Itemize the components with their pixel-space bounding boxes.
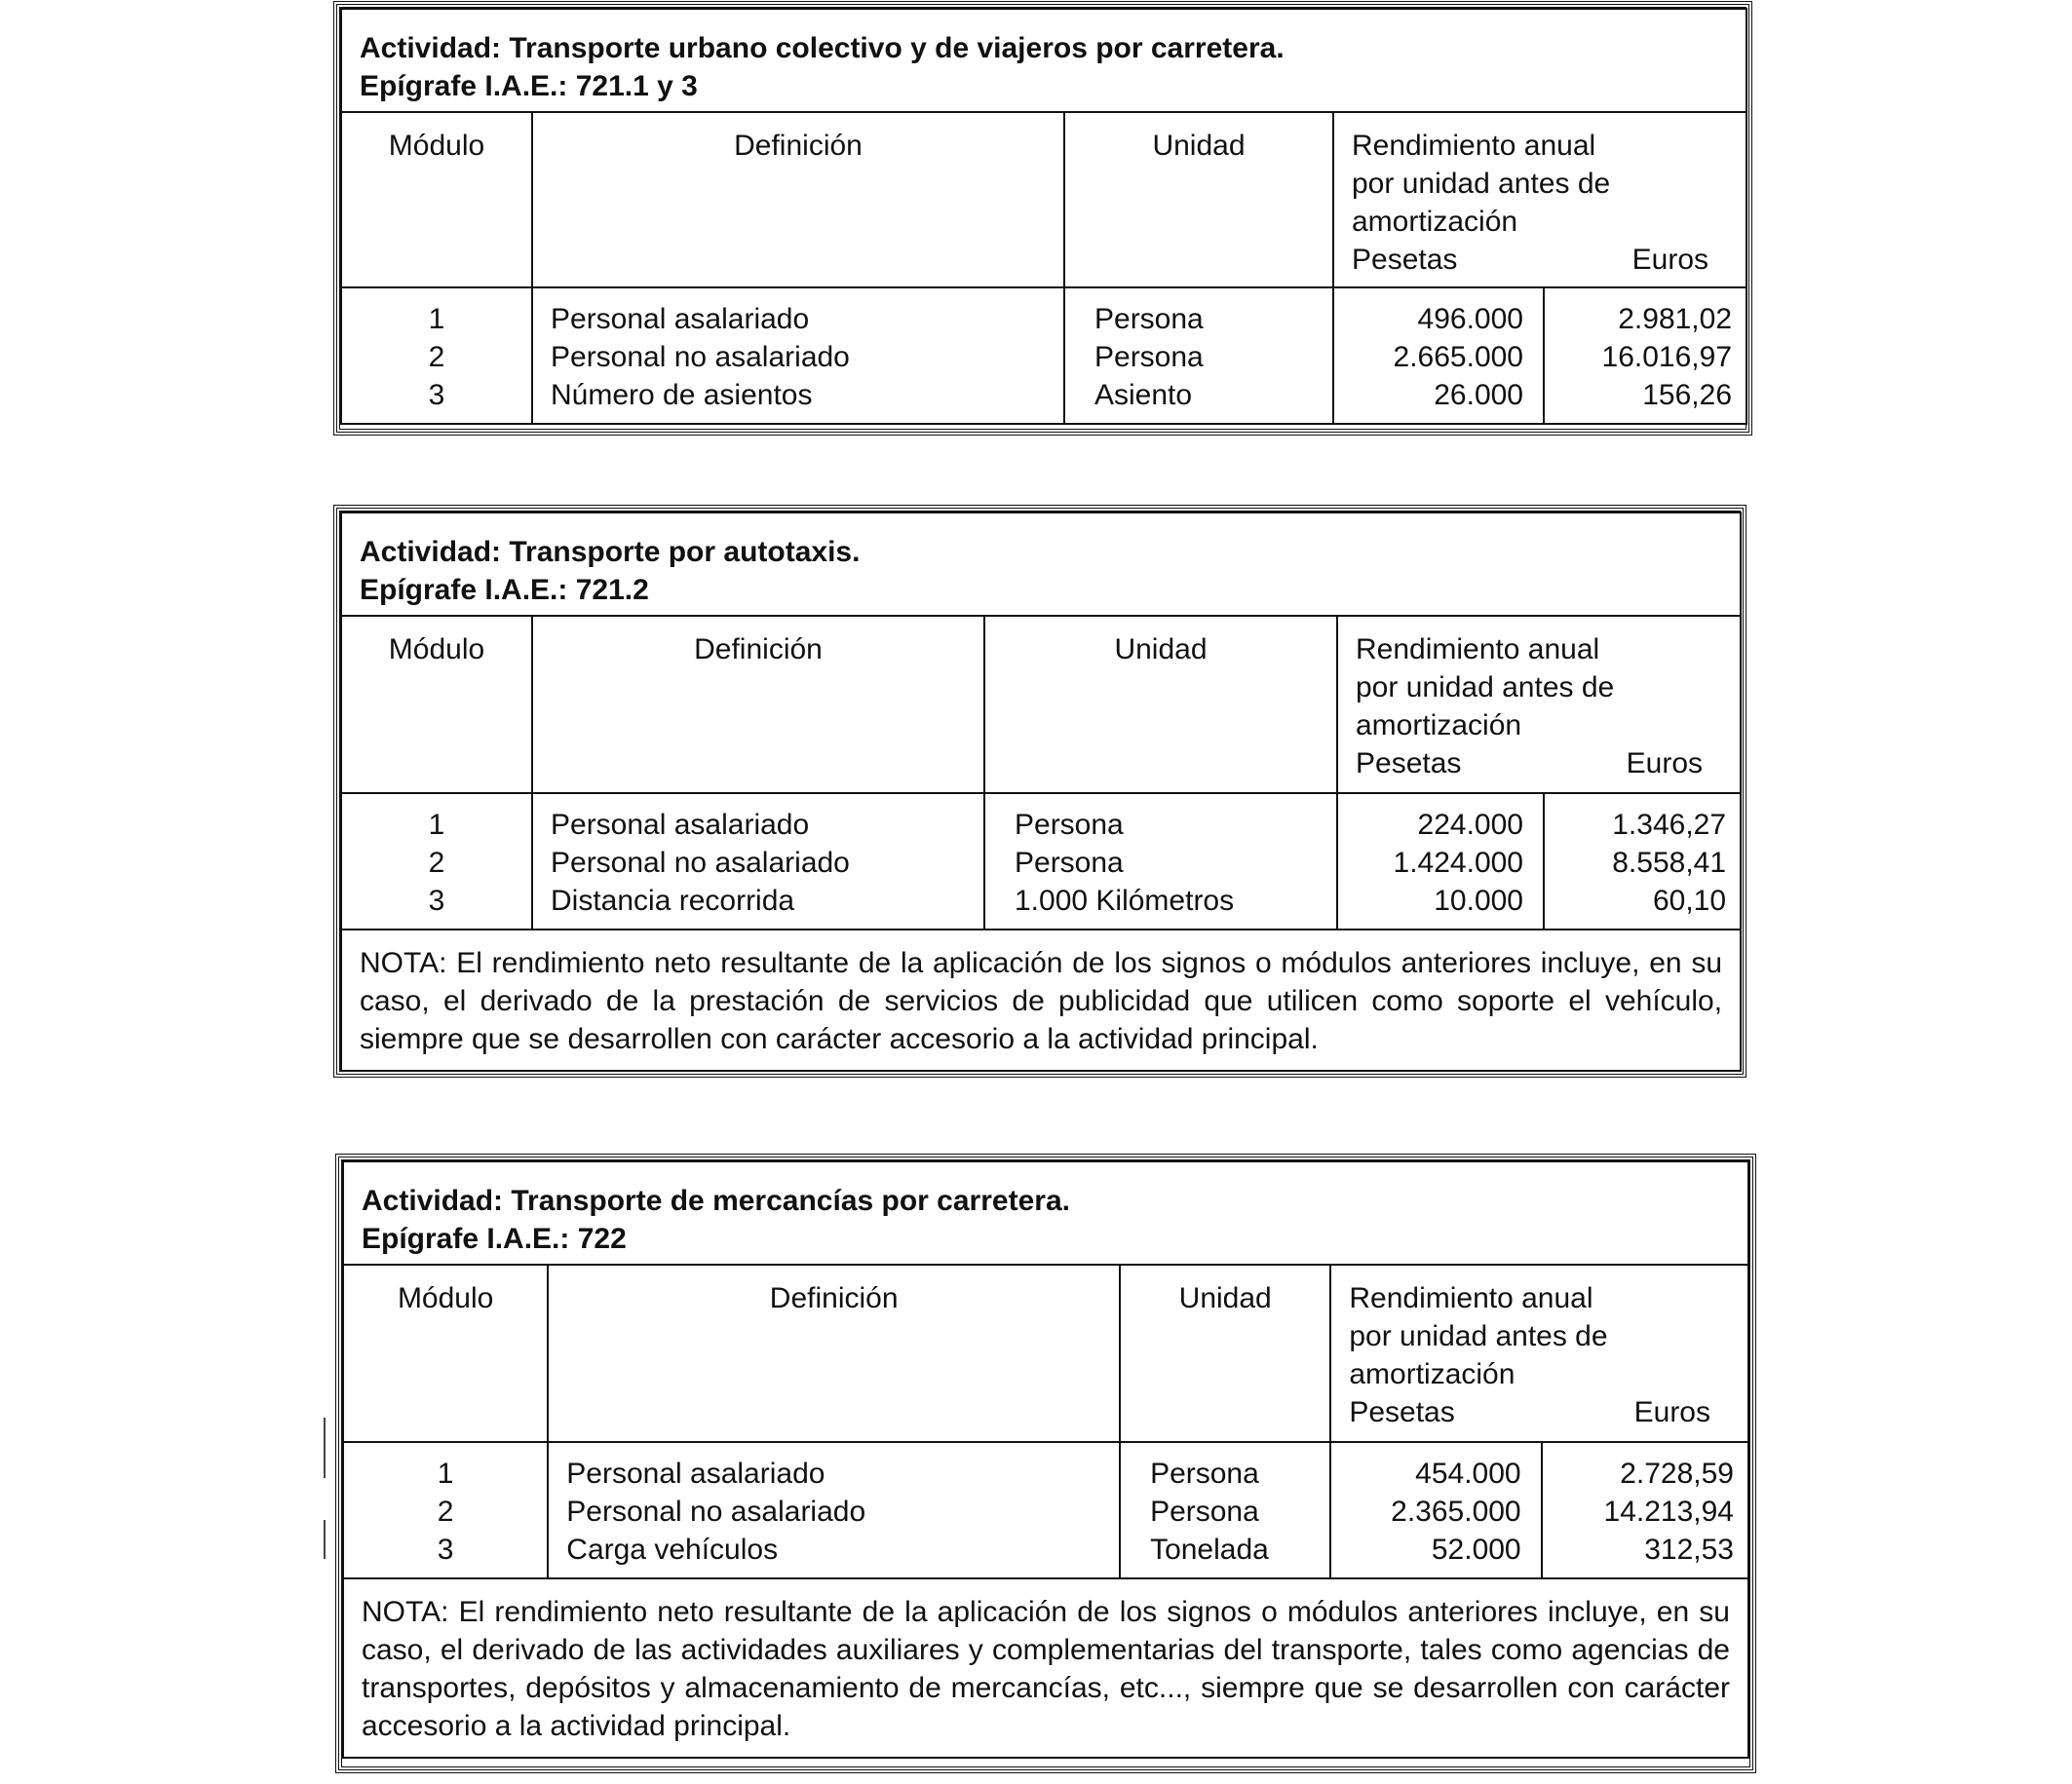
pesetas-column — [1330, 1442, 1541, 1578]
column-header-euros: Euros — [1631, 244, 1709, 276]
pesetas-column — [1333, 287, 1544, 424]
table-title — [341, 512, 1741, 616]
column-header-rendimiento — [1333, 112, 1746, 287]
column-header-unidad: Unidad — [1064, 112, 1333, 287]
nota-text: NOTA: El rendimiento neto resultante de la aplicación de los signos o módulos anteriores incluye, en su caso, el derivado de las actividades auxiliares y complementarias del transporte, tales como agencias de transportes, depósitos y almacenamiento de mercancías, etc..., siempre que se desarrollen con carácter accesorio a la actividad principal. — [343, 1578, 1748, 1758]
definicion-column — [548, 1442, 1120, 1578]
modulo-column — [343, 1442, 548, 1578]
definicion-column — [532, 287, 1064, 424]
rendimiento-line-2: por unidad antes de — [1356, 671, 1615, 703]
row-1-euros: 2.728,59 — [1620, 1458, 1734, 1490]
row-3-euros: 156,26 — [1642, 379, 1733, 411]
row-1-euros: 1.346,27 — [1612, 809, 1727, 841]
module-table-721-2 — [336, 508, 1744, 1075]
rendimiento-line-3: amortización — [1352, 206, 1518, 238]
column-header-unidad: Unidad — [984, 616, 1337, 793]
row-1-definicion: Personal asalariado — [566, 1458, 825, 1490]
row-2-euros: 8.558,41 — [1612, 847, 1727, 879]
rendimiento-line-1: Rendimiento anual — [1352, 130, 1596, 162]
column-header-modulo: Módulo — [341, 112, 532, 287]
row-1-modulo: 1 — [428, 303, 445, 335]
column-header-unidad: Unidad — [1120, 1265, 1330, 1442]
column-header-rendimiento — [1337, 616, 1741, 793]
unidad-column — [984, 793, 1337, 930]
row-2-definicion: Personal no asalariado — [566, 1496, 866, 1528]
actividad-label: Actividad: Transporte urbano colectivo y de viajeros por carretera. — [360, 32, 1285, 64]
row-1-pesetas: 496.000 — [1417, 303, 1523, 335]
column-header-definicion: Definición — [532, 112, 1064, 287]
unidad-column — [1064, 287, 1333, 424]
scan-margin-mark — [324, 1418, 326, 1478]
column-header-pesetas: Pesetas — [1352, 244, 1458, 276]
row-2-pesetas: 2.665.000 — [1393, 341, 1523, 373]
table-title — [343, 1161, 1748, 1265]
rendimiento-line-2: por unidad antes de — [1352, 168, 1611, 200]
row-3-pesetas: 10.000 — [1434, 885, 1523, 917]
scan-margin-mark — [324, 1520, 326, 1559]
column-header-euros: Euros — [1633, 1396, 1710, 1428]
euros-column — [1544, 287, 1746, 424]
epigrafe-label: Epígrafe I.A.E.: 721.2 — [360, 574, 649, 606]
row-3-modulo: 3 — [428, 379, 445, 411]
euros-column — [1544, 793, 1741, 930]
row-1-modulo: 1 — [428, 809, 445, 841]
row-1-unidad: Persona — [1094, 303, 1204, 335]
column-header-pesetas: Pesetas — [1356, 747, 1462, 779]
module-table-722 — [338, 1157, 1753, 1770]
row-2-modulo: 2 — [428, 847, 445, 879]
table-title — [341, 9, 1746, 112]
row-2-definicion: Personal no asalariado — [551, 847, 850, 879]
row-2-pesetas: 1.424.000 — [1393, 847, 1523, 879]
column-header-euros: Euros — [1626, 747, 1704, 779]
column-header-modulo: Módulo — [341, 616, 532, 793]
row-3-euros: 60,10 — [1652, 885, 1727, 917]
row-3-modulo: 3 — [428, 885, 445, 917]
row-3-definicion: Carga vehículos — [566, 1534, 779, 1566]
row-3-pesetas: 52.000 — [1431, 1534, 1521, 1566]
row-1-definicion: Personal asalariado — [551, 809, 810, 841]
unidad-column — [1120, 1442, 1330, 1578]
row-2-unidad: Persona — [1094, 341, 1204, 373]
rendimiento-line-2: por unidad antes de — [1349, 1320, 1608, 1352]
row-2-unidad: Persona — [1150, 1496, 1259, 1528]
nota-text: NOTA: El rendimiento neto resultante de la aplicación de los signos o módulos anteriores incluye, en su caso, el derivado de la prestación de servicios de publicidad que utilicen como soporte el vehículo, siempre que se desarrollen con carácter accesorio a la actividad principal. — [341, 930, 1741, 1071]
row-1-unidad: Persona — [1015, 809, 1124, 841]
epigrafe-label: Epígrafe I.A.E.: 721.1 y 3 — [360, 70, 698, 102]
row-3-definicion: Número de asientos — [551, 379, 813, 411]
row-3-euros: 312,53 — [1644, 1534, 1734, 1566]
row-3-unidad: 1.000 Kilómetros — [1015, 885, 1235, 917]
row-2-pesetas: 2.365.000 — [1391, 1496, 1521, 1528]
row-2-euros: 14.213,94 — [1603, 1496, 1734, 1528]
row-3-modulo: 3 — [437, 1534, 454, 1566]
table-grid — [340, 512, 1742, 1072]
rendimiento-line-1: Rendimiento anual — [1349, 1282, 1593, 1314]
modulo-column — [341, 287, 532, 424]
pesetas-column — [1337, 793, 1544, 930]
row-3-definicion: Distancia recorrida — [551, 885, 795, 917]
modulo-column — [341, 793, 532, 930]
row-2-modulo: 2 — [428, 341, 445, 373]
row-1-pesetas: 454.000 — [1415, 1458, 1521, 1490]
rendimiento-line-3: amortización — [1349, 1358, 1516, 1390]
column-header-pesetas: Pesetas — [1349, 1396, 1455, 1428]
column-header-definicion: Definición — [548, 1265, 1120, 1442]
row-3-unidad: Tonelada — [1150, 1534, 1269, 1566]
row-1-definicion: Personal asalariado — [551, 303, 810, 335]
rendimiento-line-1: Rendimiento anual — [1356, 633, 1600, 665]
table-grid — [340, 8, 1747, 425]
rendimiento-line-3: amortización — [1356, 709, 1522, 741]
row-1-modulo: 1 — [437, 1458, 454, 1490]
epigrafe-label: Epígrafe I.A.E.: 722 — [362, 1223, 627, 1255]
module-table-721-1-3 — [336, 4, 1749, 433]
row-2-unidad: Persona — [1015, 847, 1124, 879]
column-header-rendimiento — [1330, 1265, 1748, 1442]
actividad-label: Actividad: Transporte por autotaxis. — [360, 536, 861, 568]
actividad-label: Actividad: Transporte de mercancías por carretera. — [362, 1185, 1070, 1217]
column-header-modulo: Módulo — [343, 1265, 548, 1442]
row-2-modulo: 2 — [437, 1496, 454, 1528]
euros-column — [1542, 1442, 1748, 1578]
row-2-definicion: Personal no asalariado — [551, 341, 850, 373]
row-3-pesetas: 26.000 — [1434, 379, 1523, 411]
row-2-euros: 16.016,97 — [1601, 341, 1733, 373]
table-grid — [342, 1160, 1749, 1759]
row-1-pesetas: 224.000 — [1417, 809, 1523, 841]
definicion-column — [532, 793, 984, 930]
row-1-euros: 2.981,02 — [1618, 303, 1733, 335]
row-1-unidad: Persona — [1150, 1458, 1259, 1490]
column-header-definicion: Definición — [532, 616, 984, 793]
row-3-unidad: Asiento — [1094, 379, 1193, 411]
